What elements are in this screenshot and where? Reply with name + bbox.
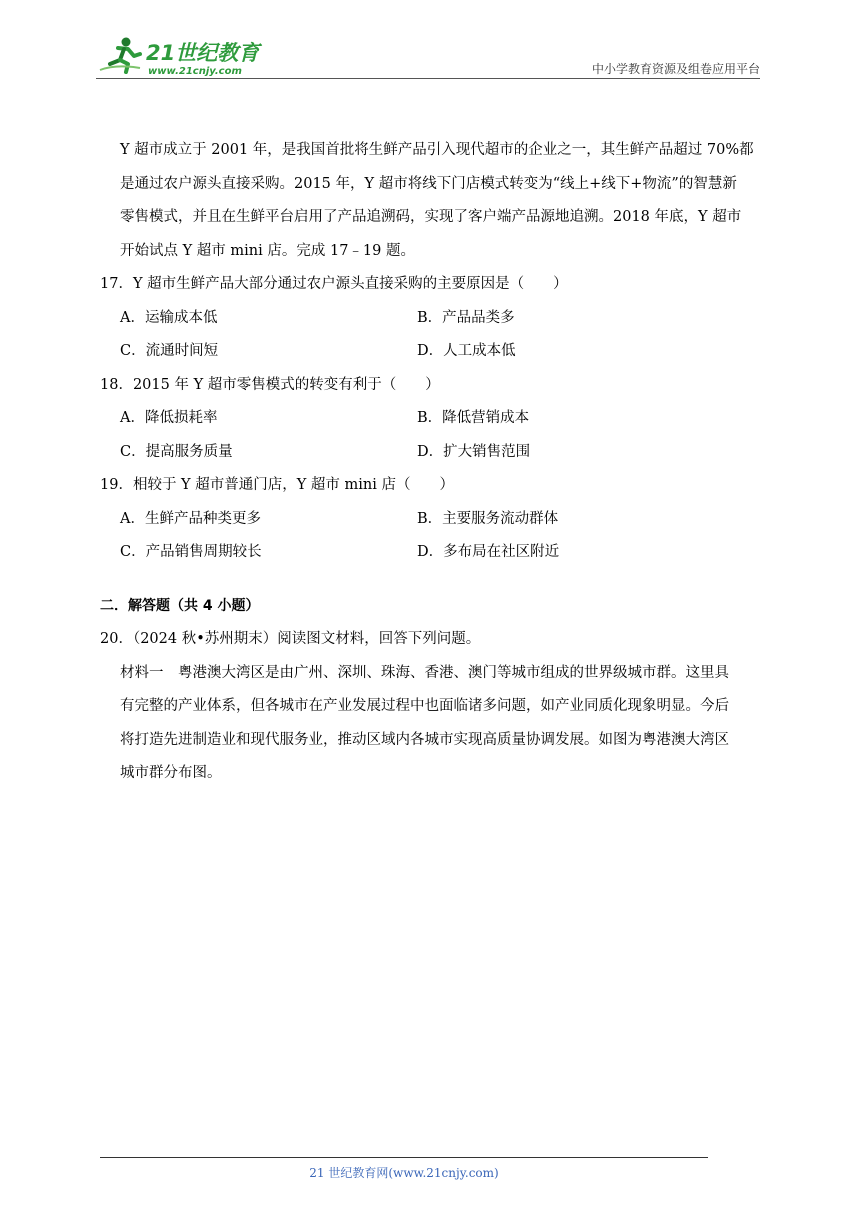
material-one: [100, 657, 770, 791]
option-row: [100, 335, 770, 369]
reading-passage: [100, 134, 770, 268]
option-a[interactable]: A．降低损耗率: [120, 410, 218, 426]
option-c[interactable]: C．产品销售周期较长: [120, 544, 262, 560]
option-d[interactable]: D．人工成本低: [417, 343, 516, 359]
site-logo[interactable]: [96, 34, 266, 78]
section-spacer: [100, 570, 770, 590]
passage-line: Y 超市成立于 2001 年，是我国首批将生鲜产品引入现代超市的企业之一，其生鲜产品超过 70%都: [120, 142, 754, 158]
section-title: 二．解答题（共 4 小题）: [100, 597, 260, 614]
question-stem: 19．相较于 Y 超市普通门店，Y 超市 mini 店（ ）: [100, 477, 455, 493]
option-b[interactable]: B．主要服务流动群体: [417, 510, 559, 527]
platform-name: 中小学教育资源及组卷应用平台: [591, 62, 760, 76]
question-20-stem: 20．（2024 秋•苏州期末）阅读图文材料，回答下列问题。: [100, 631, 481, 647]
runner-logo-icon: [96, 34, 266, 78]
option-b[interactable]: B．产品品类多: [417, 309, 515, 326]
page-header: [96, 30, 760, 80]
passage-line: 是通过农户源头直接采购。2015 年，Y 超市将线下门店模式转变为“线上+线下+物流”的智慧新: [120, 175, 737, 192]
question-17: [100, 268, 770, 369]
option-row: [100, 302, 770, 336]
question-stem: 18．2015 年 Y 超市零售模式的转变有利于（ ）: [100, 376, 440, 393]
question-18: [100, 369, 770, 470]
option-b[interactable]: B．降低营销成本: [417, 410, 530, 426]
passage-line: 开始试点 Y 超市 mini 店。完成 17﹣19 题。: [120, 242, 415, 259]
question-19: [100, 469, 770, 570]
header-divider: [96, 78, 760, 79]
question-stem: 17．Y 超市生鲜产品大部分通过农户源头直接采购的主要原因是（ ）: [100, 276, 568, 292]
page-footer: [100, 1157, 708, 1181]
material-line: 材料一 粤港澳大湾区是由广州、深圳、珠海、香港、澳门等城市组成的世界级城市群。这里具: [120, 664, 729, 681]
material-line: 城市群分布图。: [120, 765, 222, 781]
document-body: [100, 134, 770, 791]
option-a[interactable]: A．运输成本低: [120, 309, 218, 326]
option-a[interactable]: A．生鲜产品种类更多: [120, 510, 261, 527]
option-d[interactable]: D．多布局在社区附近: [417, 544, 560, 560]
option-row: [100, 503, 770, 537]
logo-main-text: 21世纪教育: [146, 41, 260, 65]
material-line: 有完整的产业体系，但各城市在产业发展过程中也面临诸多问题，如产业同质化现象明显。今后: [120, 698, 729, 714]
option-row: [100, 436, 770, 470]
option-row: [100, 536, 770, 570]
option-c[interactable]: C．流通时间短: [120, 343, 219, 359]
material-line: 将打造先进制造业和现代服务业，推动区域内各城市实现高质量协调发展。如图为粤港澳大湾区: [120, 731, 729, 748]
option-c[interactable]: C．提高服务质量: [120, 443, 233, 460]
option-d[interactable]: D．扩大销售范围: [417, 443, 531, 460]
passage-line: 零售模式，并且在生鲜平台启用了产品追溯码，实现了客户端产品源地追溯。2018 年底，Y 超市: [120, 209, 742, 225]
logo-url-text: www.21cnjy.com: [148, 66, 242, 77]
footer-link[interactable]: 21 世纪教育网(www.21cnjy.com): [309, 1166, 499, 1180]
option-row: [100, 402, 770, 436]
footer-divider: [100, 1157, 708, 1158]
